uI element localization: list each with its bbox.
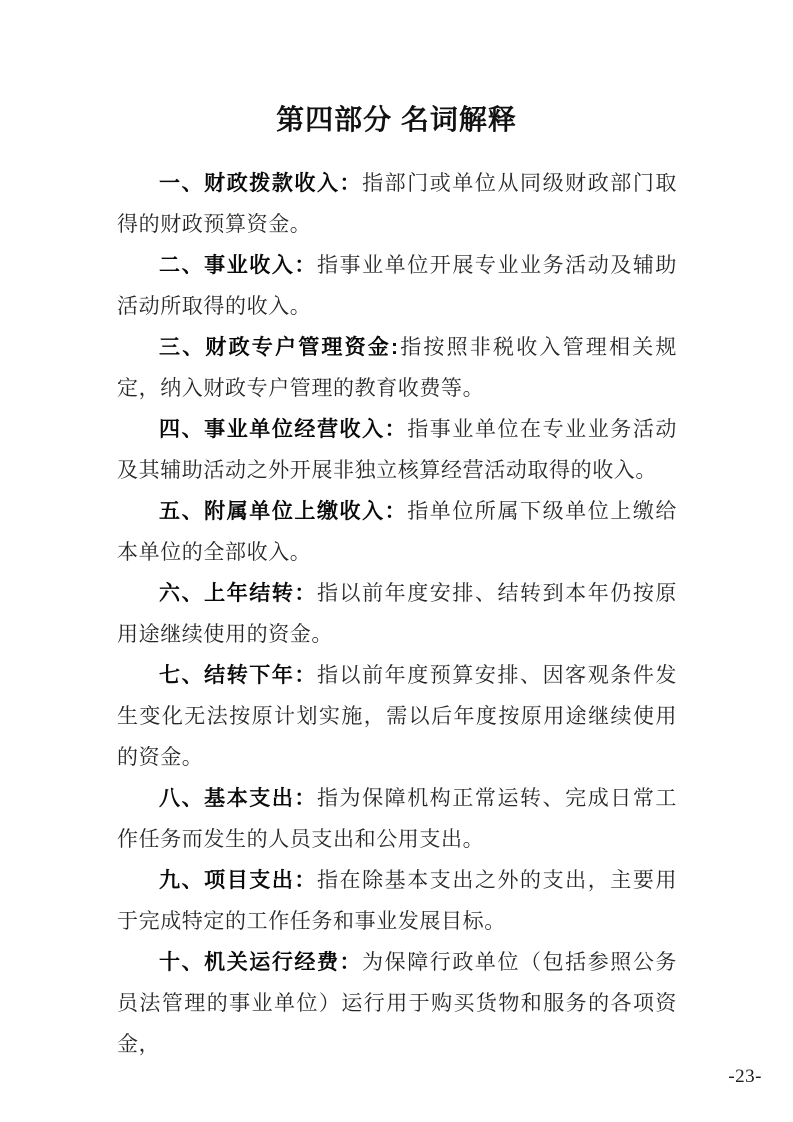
term-definition: 指单位所属下级单位上缴给本单位的全部收入。 [117,499,677,564]
term-label: 三、财政专户管理资金: [159,336,399,359]
term-paragraph [117,942,677,1065]
term-paragraph [117,491,677,573]
term-definition: 指按照非税收入管理相关规定，纳入财政专户管理的教育收费等。 [117,335,677,400]
term-definition: 指事业单位开展专业业务活动及辅助活动所取得的收入。 [117,253,677,318]
term-label: 七、结转下年： [159,664,317,687]
term-label: 六、上年结转： [159,582,317,605]
term-definition: 为保障行政单位（包括参照公务员法管理的事业单位）运行用于购买货物和服务的各项资金， [117,950,677,1056]
term-label: 四、事业单位经营收入： [159,418,408,441]
page-number: -23- [728,1066,762,1087]
term-definition: 指部门或单位从同级财政部门取得的财政预算资金。 [117,171,677,236]
term-paragraph [117,245,677,327]
term-paragraph [117,327,677,409]
page-title: 第四部分 名词解释 [276,104,517,135]
term-paragraph [117,573,677,655]
term-definition: 指在除基本支出之外的支出，主要用于完成特定的工作任务和事业发展目标。 [117,868,677,933]
term-label: 九、项目支出： [159,869,317,892]
term-label: 二、事业收入： [159,254,317,277]
term-paragraph [117,778,677,860]
term-paragraph [117,409,677,491]
term-definition: 指以前年度预算安排、因客观条件发生变化无法按原计划实施，需以后年度按原用途继续使用的资金。 [117,663,677,769]
term-paragraph [117,163,677,245]
term-paragraph [117,860,677,942]
term-definition: 指以前年度安排、结转到本年仍按原用途继续使用的资金。 [117,581,677,646]
term-label: 十、机关运行经费： [159,951,363,974]
term-label: 五、附属单位上缴收入： [159,500,408,523]
term-label: 八、基本支出： [159,787,317,810]
term-paragraph [117,655,677,778]
term-label: 一、财政拨款收入： [159,172,363,195]
term-definition: 指为保障机构正常运转、完成日常工作任务而发生的人员支出和公用支出。 [117,786,677,851]
term-definition: 指事业单位在专业业务活动及其辅助活动之外开展非独立核算经营活动取得的收入。 [117,417,677,482]
terms-list [117,163,677,1065]
